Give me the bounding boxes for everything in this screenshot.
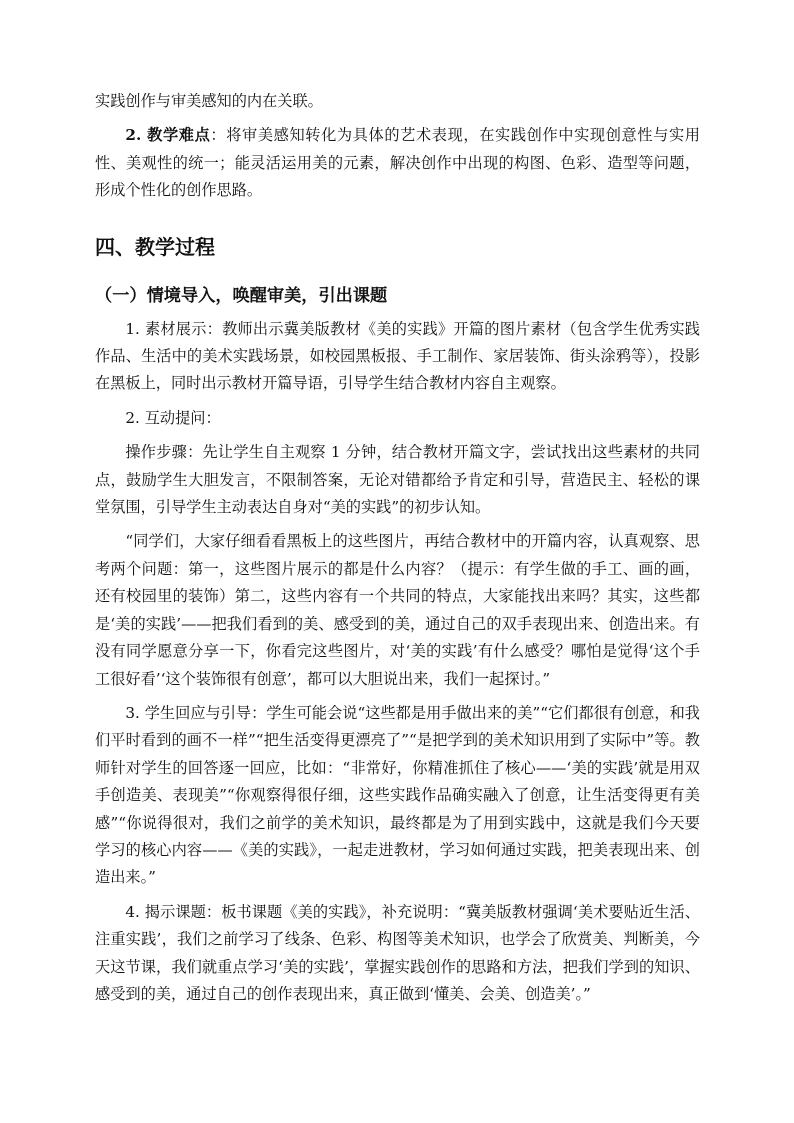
paragraph-interactive-question: 2. 互动提问： (125, 408, 221, 427)
paragraph-continuation: 实践创作与审美感知的内在关联。 (95, 92, 323, 110)
paragraph-reveal-topic: 4. 揭示课题：板书课题《美的实践》，补充说明：“冀美版教材强调‘美术要贴近生活、注重实践’，我们之前学习了线条、色彩、构图等美术知识，也学会了欣赏美、判断美，今天这节课，我们就重点学习‘美的实践’，掌握实践创作的思路和方法，把我们学到的知识、感受到的美，通过自己的创作表现出来，真正做到‘懂美、会美、创造美’。” (95, 902, 700, 1003)
paragraph-operation-steps: 操作步骤：先让学生自主观察 1 分钟，结合教材开篇文字，尝试找出这些素材的共同点，鼓励学生大胆发言，不限制答案，无论对错都给予肯定和引导，营造民主、轻松的课堂氛围，引导学生主动表达自身对“美的实践”的初步认知。 (95, 443, 700, 517)
paragraph-teaching-difficulty (95, 122, 700, 204)
subsection-heading: （一）情境导入，唤醒审美，引出课题 (95, 285, 388, 306)
paragraph-student-response: 3. 学生回应与引导：学生可能会说“这些都是用手做出来的美”“它们都很有创意，和我们平时看到的画不一样”“把生活变得更漂亮了”“是把学到的美术知识用到了实际中”等。教师针对学生的回答逐一回应，比如：“非常好，你精准抓住了核心——‘美的实践’就是用双手创造美、表现美”“你观察得很仔细，这些实践作品确实融入了创意，让生活变得更有美感”“你说得很对，我们之前学的美术知识，最终都是为了用到实践中，这就是我们今天要学习的核心内容——《美的实践》，一起走进教材，学习如何通过实践，把美表现出来、创造出来。” (95, 703, 700, 887)
document-page (95, 88, 700, 1008)
teaching-difficulty-text: ：将审美感知转化为具体的艺术表现，在实践创作中实现创意性与实用性、美观性的统一；能灵活运用美的元素，解决创作中出现的构图、色彩、造型等问题，形成个性化的创作思路。 (95, 126, 700, 200)
section-heading: 四、教学过程 (95, 234, 215, 259)
paragraph-material-display: 1. 素材展示：教师出示冀美版教材《美的实践》开篇的图片素材（包含学生优秀实践作品、生活中的美术实践场景，如校园黑板报、手工制作、家居装饰、街头涂鸦等），投影在黑板上，同时出示教材开篇导语，引导学生结合教材内容自主观察。 (95, 319, 700, 393)
teaching-difficulty-label: 2. 教学难点 (125, 126, 211, 145)
paragraph-teacher-speech: “同学们，大家仔细看看黑板上的这些图片，再结合教材中的开篇内容，认真观察、思考两个问题：第一，这些图片展示的都是什么内容？（提示：有学生做的手工、画的画，还有校园里的装饰）第二，这些内容有一个共同的特点，大家能找出来吗？其实，这些都是‘美的实践’——把我们看到的美、感受到的美，通过自己的双手表现出来、创造出来。有没有同学愿意分享一下，你看完这些图片，对‘美的实践’有什么感受？哪怕是觉得‘这个手工很好看’‘这个装饰很有创意’，都可以大胆说出来，我们一起探讨。” (95, 532, 700, 688)
